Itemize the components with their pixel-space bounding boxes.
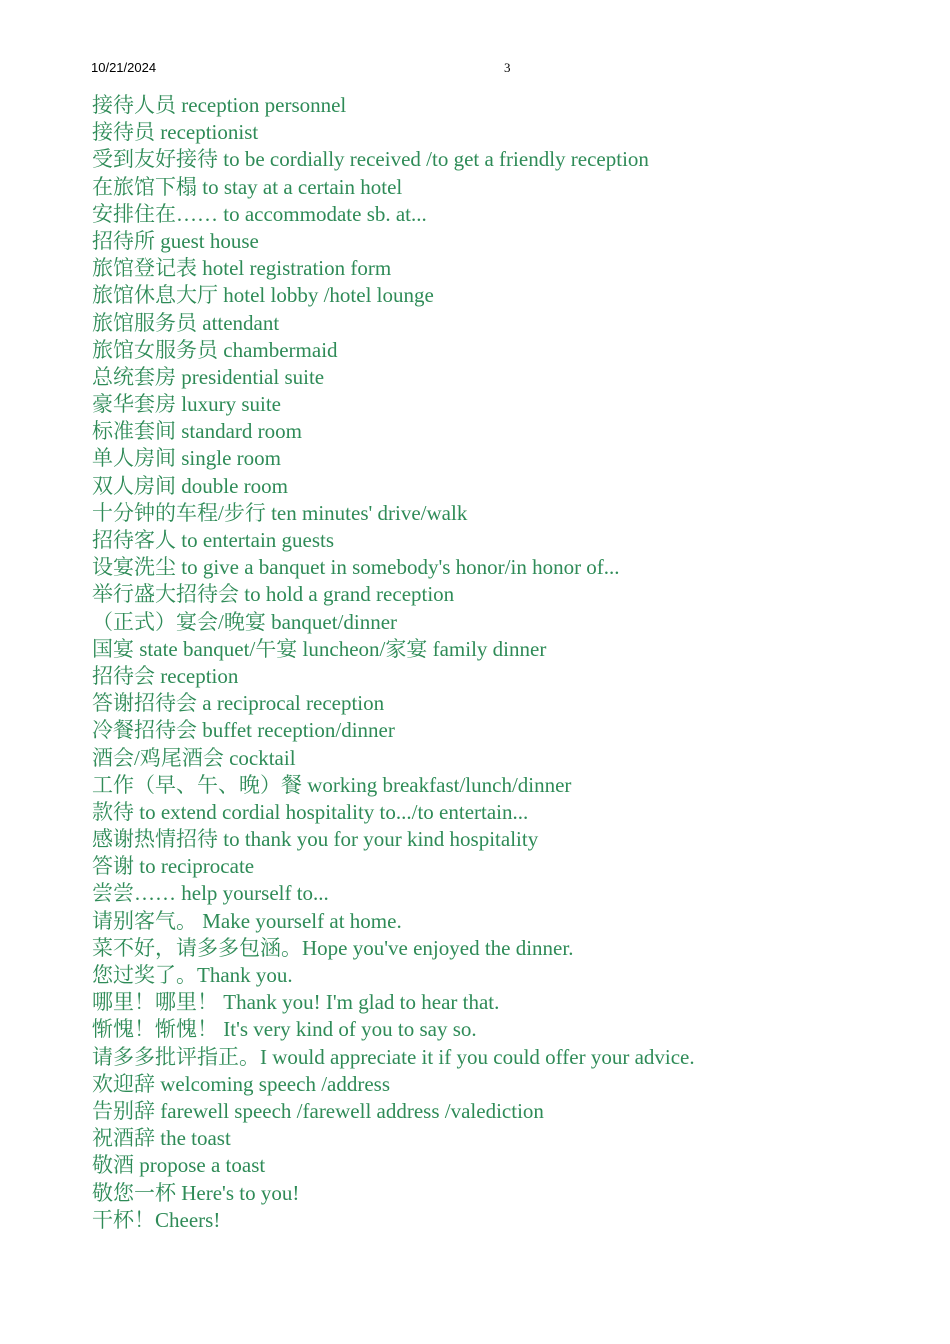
vocab-line: 干杯！Cheers! (92, 1207, 221, 1232)
vocab-line: 祝酒辞 the toast (92, 1126, 231, 1151)
vocab-line: 请别客气。 Make yourself at home. (92, 908, 402, 933)
vocab-line: 哪里！哪里！ Thank you! I'm glad to hear that. (92, 990, 500, 1015)
vocab-line: 招待客人 to entertain guests (92, 528, 335, 552)
vocab-line: 菜不好，请多多包涵。Hope you've enjoyed the dinner. (92, 935, 574, 960)
vocab-line: 招待所 guest house (92, 228, 259, 253)
vocab-line: 旅馆服务员 attendant (92, 310, 280, 335)
vocab-line: （正式）宴会/晚宴 banquet/dinner (92, 609, 398, 634)
vocab-line: 国宴 state banquet/午宴 luncheon/家宴 family dinner (92, 636, 547, 661)
header-date: 10/21/2024 (91, 60, 157, 75)
vocab-line: 安排住在…… to accommodate sb. at... (92, 201, 427, 226)
vocab-line: 双人房间 double room (92, 473, 288, 498)
vocab-line: 设宴洗尘 to give a banquet in somebody's honor/in honor of... (92, 555, 620, 580)
vocabulary-list (92, 92, 695, 1234)
vocab-line: 总统套房 presidential suite (92, 364, 325, 389)
vocab-line: 招待会 reception (92, 663, 239, 688)
vocab-line: 酒会/鸡尾酒会 cocktail (92, 745, 296, 770)
vocab-line: 感谢热情招待 to thank you for your kind hospitality (92, 827, 539, 852)
vocab-line: 您过奖了。Thank you. (92, 963, 293, 987)
vocab-line: 工作（早、午、晚）餐 working breakfast/lunch/dinner (92, 772, 572, 797)
vocab-line: 举行盛大招待会 to hold a grand reception (92, 582, 455, 607)
vocab-line: 答谢招待会 a reciprocal reception (92, 691, 385, 716)
vocab-line: 尝尝…… help yourself to... (92, 881, 329, 906)
vocab-line: 请多多批评指正。I would appreciate it if you could offer your advice. (92, 1044, 695, 1069)
vocab-line: 单人房间 single room (92, 446, 281, 471)
vocab-line: 敬酒 propose a toast (92, 1153, 266, 1178)
vocab-line: 旅馆女服务员 chambermaid (92, 337, 338, 362)
vocab-line: 标准套间 standard room (92, 419, 302, 444)
vocab-line: 旅馆休息大厅 hotel lobby /hotel lounge (92, 283, 434, 308)
vocab-line: 惭愧！惭愧！ It's very kind of you to say so. (92, 1017, 477, 1042)
vocab-line: 告别辞 farewell speech /farewell address /valediction (92, 1098, 544, 1123)
vocab-line: 在旅馆下榻 to stay at a certain hotel (92, 174, 403, 199)
vocab-line: 冷餐招待会 buffet reception/dinner (92, 718, 395, 743)
vocab-line: 敬您一杯 Here's to you! (92, 1180, 300, 1205)
page-number: 3 (504, 60, 511, 75)
vocab-line: 接待员 receptionist (92, 120, 259, 145)
vocab-line: 十分钟的车程/步行 ten minutes' drive/walk (92, 500, 468, 525)
vocab-line: 款待 to extend cordial hospitality to.../to entertain... (92, 799, 529, 824)
vocab-line: 受到友好接待 to be cordially received /to get a friendly reception (92, 147, 649, 172)
vocab-line: 豪华套房 luxury suite (92, 392, 281, 417)
vocab-line: 接待人员 reception personnel (92, 93, 347, 117)
vocab-line: 欢迎辞 welcoming speech /address (92, 1071, 391, 1096)
vocab-line: 旅馆登记表 hotel registration form (92, 256, 392, 281)
vocab-line: 答谢 to reciprocate (92, 854, 255, 879)
